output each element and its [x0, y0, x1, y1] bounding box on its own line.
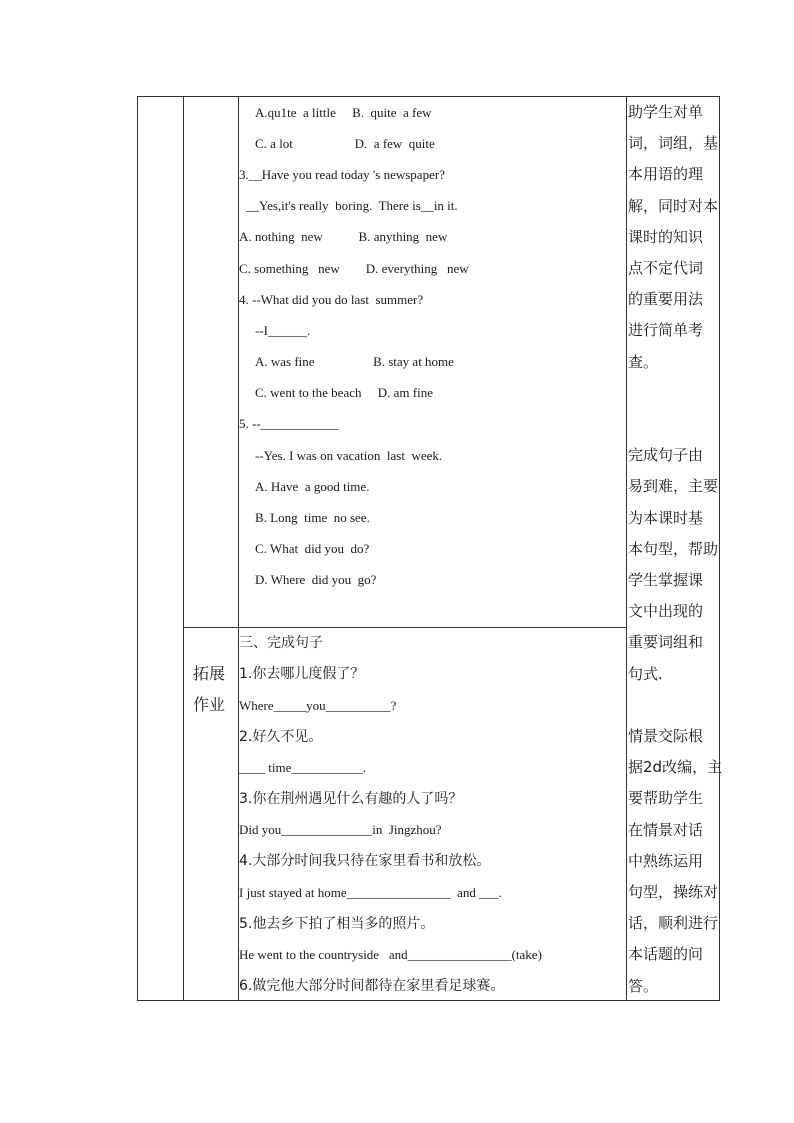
note-line: 据2d改编，主	[628, 758, 723, 777]
section-heading: 三、完成句子	[239, 635, 323, 651]
exercise-line: D. Where did you go?	[255, 572, 377, 587]
section-label-line: 作业	[193, 695, 226, 714]
exercise-line: Where_____you__________?	[239, 698, 397, 713]
exercise-line: 4.大部分时间我只待在家里看书和放松。	[239, 853, 491, 869]
note-line: 解，同时对本	[628, 196, 719, 215]
exercise-line: C. something new D. everything new	[239, 261, 469, 276]
note-line: 文中出现的	[628, 602, 704, 621]
note-line: 点不定代词	[628, 259, 704, 278]
exercise-line: I just stayed at home________________ and ___.	[239, 885, 502, 900]
note-line: 重要词组和	[628, 633, 704, 652]
note-line: 句式.	[628, 664, 663, 683]
note-line	[628, 378, 720, 409]
exercise-line: 3.__Have you read today 's newspaper?	[239, 167, 445, 182]
exercise-line: --Yes. I was on vacation last week.	[255, 448, 443, 463]
exercise-line: C. What did you do?	[255, 541, 370, 556]
note-line: 易到难，主要	[628, 477, 719, 496]
exercise-line: Did you______________in Jingzhou?	[239, 822, 442, 837]
note-line: 进行简单考	[628, 321, 704, 340]
note-line: 完成句子由	[628, 446, 704, 465]
note-line: 学生掌握课	[628, 571, 704, 590]
section-label-line: 拓展	[193, 664, 226, 683]
exercise-line: A. Have a good time.	[255, 479, 370, 494]
exercise-line: __Yes,it's really boring. There is__in it.	[246, 198, 458, 213]
note-line: 句型，操练对	[628, 883, 719, 902]
exercise-line: --I______.	[255, 323, 311, 338]
row-divider	[183, 627, 626, 628]
note-line: 本话题的问	[628, 945, 704, 964]
section-label	[193, 658, 233, 720]
exercise-line: 1.你去哪儿度假了？	[239, 666, 365, 682]
column-divider-3	[626, 97, 627, 1000]
note-line: 情景交际根	[628, 727, 704, 746]
note-line: 本句型，帮助	[628, 539, 719, 558]
teaching-notes	[628, 97, 723, 1002]
exercise-line: He went to the countryside and________________(take)	[239, 947, 542, 962]
exercise-line: C. a lot D. a few quite	[255, 136, 435, 151]
note-line: 词，词组，基	[628, 134, 719, 153]
note-line: 的重要用法	[628, 290, 704, 309]
note-line: 查。	[628, 352, 659, 371]
exercise-line: 6.做完他大部分时间都待在家里看足球赛。	[239, 978, 505, 994]
note-line: 本用语的理	[628, 165, 704, 184]
exercise-line: 2.好久不见。	[239, 729, 323, 745]
exercise-line: C. went to the beach D. am fine	[255, 385, 433, 400]
note-line: 话，顺利进行	[628, 914, 719, 933]
note-line: 中熟练运用	[628, 851, 704, 870]
column-divider-1	[183, 97, 184, 1000]
note-line: 答。	[628, 976, 659, 995]
exercise-line: B. Long time no see.	[255, 510, 370, 525]
exercise-line: A. was fine B. stay at home	[255, 354, 454, 369]
exercise-line: 5.他去乡下拍了相当多的照片。	[239, 916, 435, 932]
exercise-line: 3.你在荆州遇见什么有趣的人了吗？	[239, 791, 463, 807]
note-line: 为本课时基	[628, 508, 704, 527]
note-line: 助学生对单	[628, 103, 704, 121]
note-line: 要帮助学生	[628, 789, 704, 808]
note-line	[628, 409, 720, 440]
note-line: 课时的知识	[628, 227, 704, 246]
note-line	[628, 690, 720, 721]
exercise-line: ____ time___________.	[239, 760, 367, 775]
exercise-line: A. nothing new B. anything new	[239, 229, 448, 244]
exercise-line: A.qu1te a little B. quite a few	[255, 105, 432, 120]
exercise-line: 5. --____________	[239, 416, 339, 431]
exercise-line: 4. --What did you do last summer?	[239, 292, 424, 307]
note-line: 在情景对话	[628, 820, 704, 839]
